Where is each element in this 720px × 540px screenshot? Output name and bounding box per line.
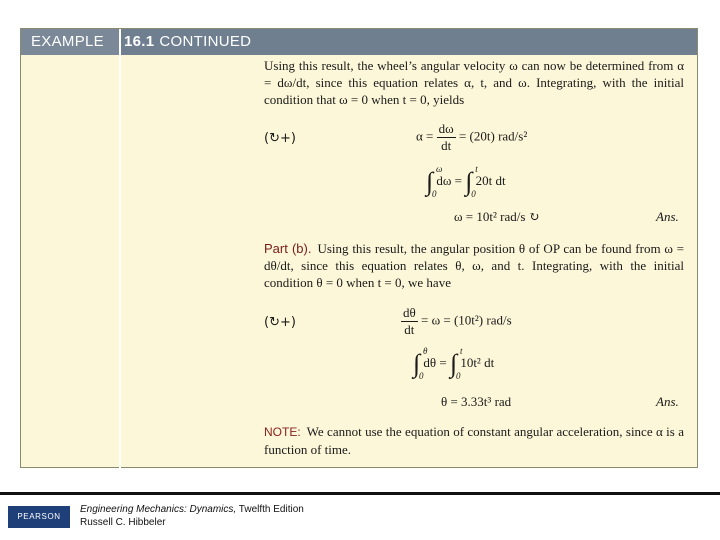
frac-denominator: dt bbox=[441, 138, 452, 153]
frac-numerator: dθ bbox=[403, 305, 416, 320]
alpha-equation bbox=[416, 121, 527, 154]
theta-integral-equation bbox=[413, 346, 495, 381]
example-title bbox=[120, 29, 697, 55]
note-label: NOTE: bbox=[264, 425, 301, 439]
int-lhs-integrand: dθ = bbox=[423, 354, 447, 370]
integral-icon: ∫ ω 0 bbox=[426, 164, 443, 199]
dtheta-rhs: = ω = (10t²) rad/s bbox=[420, 312, 512, 328]
int-rhs-integrand: 10t² dt bbox=[460, 354, 495, 370]
frac-denominator: dt bbox=[404, 322, 415, 337]
note-text: We cannot use the equation of constant angular acceleration, since α is a function of time. bbox=[264, 424, 684, 457]
integral-icon: ∫ t 0 bbox=[449, 346, 463, 381]
paragraph-1: Using this result, the wheel’s angular velocity ω can now be determined from α = dω/dt, since this equation relates α, t, and ω. Integrating, with the initial condition that ω = 0 when t = 0, yields bbox=[264, 58, 684, 107]
rotation-sign-2: (↻+) bbox=[264, 315, 296, 330]
example-panel bbox=[20, 28, 698, 468]
book-author: Russell C. Hibbeler bbox=[80, 517, 166, 528]
book-title: Engineering Mechanics: Dynamics, bbox=[80, 504, 237, 515]
footer-rule bbox=[0, 492, 720, 495]
alpha-rhs: = (20t) rad/s² bbox=[458, 128, 528, 144]
note-paragraph bbox=[264, 423, 684, 458]
theta-result: θ = 3.33t³ rad bbox=[441, 394, 512, 409]
rotation-sign-1: (↻+) bbox=[264, 131, 296, 146]
example-number: 16.1 bbox=[124, 33, 155, 50]
example-suffix: CONTINUED bbox=[159, 33, 252, 50]
book-edition: Twelfth Edition bbox=[236, 504, 304, 515]
dtheta-equation bbox=[401, 305, 512, 338]
part-b-text: Using this result, the angular position θ of OP can be found from ω = dθ/dt, since this equation relates θ, ω, and t. Integrating, with the initial condition θ = 0 when t = 0, we have bbox=[264, 241, 684, 290]
answer-label-2: Ans. bbox=[656, 394, 679, 409]
frac-numerator: dω bbox=[438, 121, 454, 136]
integral-icon: ∫ t 0 bbox=[465, 164, 478, 199]
margin-divider bbox=[119, 29, 121, 469]
part-b-paragraph bbox=[264, 240, 684, 291]
part-b-label: Part (b). bbox=[264, 241, 312, 256]
int-lhs-integrand: dω = bbox=[436, 172, 463, 188]
example-header bbox=[21, 29, 697, 55]
int-rhs-integrand: 20t dt bbox=[475, 172, 506, 188]
omega-integral-equation bbox=[426, 164, 506, 199]
example-label: EXAMPLE bbox=[21, 29, 119, 55]
pearson-logo: PEARSON bbox=[8, 506, 70, 528]
alpha-lhs: α = bbox=[416, 128, 434, 144]
footer-citation bbox=[80, 503, 304, 529]
integral-icon: ∫ θ 0 bbox=[413, 346, 428, 381]
domega-dt-fraction bbox=[437, 121, 456, 154]
answer-label-1: Ans. bbox=[656, 209, 679, 224]
dtheta-dt-fraction bbox=[401, 305, 418, 338]
omega-result: ω = 10t² rad/s ↻ bbox=[454, 209, 540, 224]
